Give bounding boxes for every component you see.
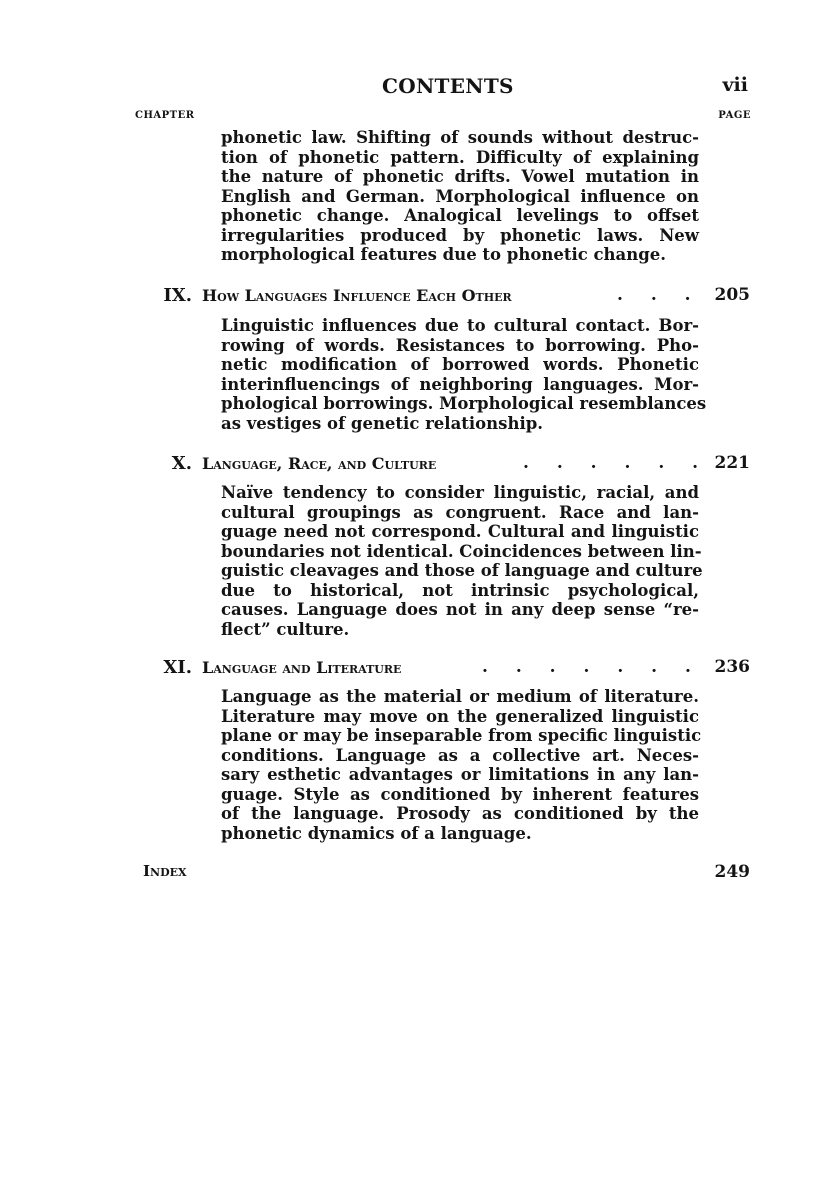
page-title: CONTENTS <box>382 74 514 98</box>
chapter-summary <box>221 687 702 843</box>
toc-entry-index[interactable] <box>0 862 840 886</box>
chapter-page: 236 <box>714 657 750 677</box>
summary-line: phonetic dynamics of a language. <box>221 823 532 843</box>
chapter-page: 205 <box>714 285 750 305</box>
chapter-title: Language and Literature <box>202 658 402 677</box>
chapter-number: IX. <box>163 285 192 306</box>
toc-entry-chapter-x[interactable] <box>0 453 840 481</box>
chapter-title: Language, Race, and Culture <box>202 454 437 473</box>
summary-line: phonetic change. Analogical levelings to offset <box>221 206 699 225</box>
summary-line: guistic cleavages and those of language and culture <box>221 561 703 580</box>
summary-line: boundaries not identical. Coincidences between lin- <box>221 541 702 561</box>
chapter-column-label: CHAPTER <box>135 110 195 121</box>
dot-leaders: . . . . . . . <box>482 657 702 677</box>
summary-line: causes. Language does not in any deep sense “re- <box>221 600 699 619</box>
summary-line: morphological features due to phonetic change. <box>221 245 667 264</box>
chapter-page: 221 <box>714 453 750 473</box>
summary-line: guage. Style as conditioned by inherent features <box>221 784 699 804</box>
summary-line: flect” culture. <box>221 619 350 639</box>
summary-line: Naïve tendency to consider linguistic, racial, and <box>221 483 699 502</box>
summary-line: plane or may be inseparable from specific linguistic <box>221 726 702 745</box>
page-column-label: PAGE <box>718 110 751 121</box>
dot-leaders: . . . <box>617 285 702 305</box>
summary-line: Literature may move on the generalized linguistic <box>221 706 699 726</box>
page-number: vii <box>722 74 748 96</box>
summary-line: Language as the material or medium of literature. <box>221 687 699 706</box>
toc-entry-chapter-ix[interactable] <box>0 285 840 313</box>
chapter-number: XI. <box>163 657 192 678</box>
summary-line: interinfluencings of neighboring languages. Mor- <box>221 374 699 394</box>
toc-entry-chapter-xi[interactable] <box>0 657 840 685</box>
summary-line: phonetic law. Shifting of sounds without destruc- <box>221 128 699 147</box>
summary-line: due to historical, not intrinsic psychological, <box>221 580 699 600</box>
summary-line: sary esthetic advantages or limitations in any lan- <box>221 765 699 784</box>
dot-leaders: . . . . . . <box>523 453 710 473</box>
running-header <box>0 74 840 104</box>
summary-line: cultural groupings as congruent. Race and lan- <box>221 502 699 522</box>
summary-line: netic modification of borrowed words. Phonetic <box>221 355 699 374</box>
summary-line: guage need not correspond. Cultural and linguistic <box>221 522 699 541</box>
summary-line: as vestiges of genetic relationship. <box>221 413 543 433</box>
summary-line: irregularities produced by phonetic laws. New <box>221 225 699 245</box>
index-page: 249 <box>714 862 750 882</box>
summary-line: English and German. Morphological influence on <box>221 186 699 206</box>
chapter-summary <box>221 483 703 639</box>
summary-line: conditions. Language as a collective art. Neces- <box>221 745 699 765</box>
summary-line: Linguistic influences due to cultural contact. Bor- <box>221 316 699 335</box>
summary-line: of the language. Prosody as conditioned by the <box>221 804 699 823</box>
continuation-summary <box>221 128 699 265</box>
chapter-summary <box>221 316 707 433</box>
summary-line: tion of phonetic pattern. Difficulty of explaining <box>221 147 699 167</box>
summary-line: rowing of words. Resistances to borrowing. Pho- <box>221 335 699 355</box>
chapter-title: How Languages Influence Each Other <box>202 286 512 305</box>
chapter-number: X. <box>171 453 192 474</box>
summary-line: phological borrowings. Morphological resemblances <box>221 394 707 413</box>
index-label: Index <box>143 862 187 880</box>
summary-line: the nature of phonetic drifts. Vowel mutation in <box>221 167 699 186</box>
